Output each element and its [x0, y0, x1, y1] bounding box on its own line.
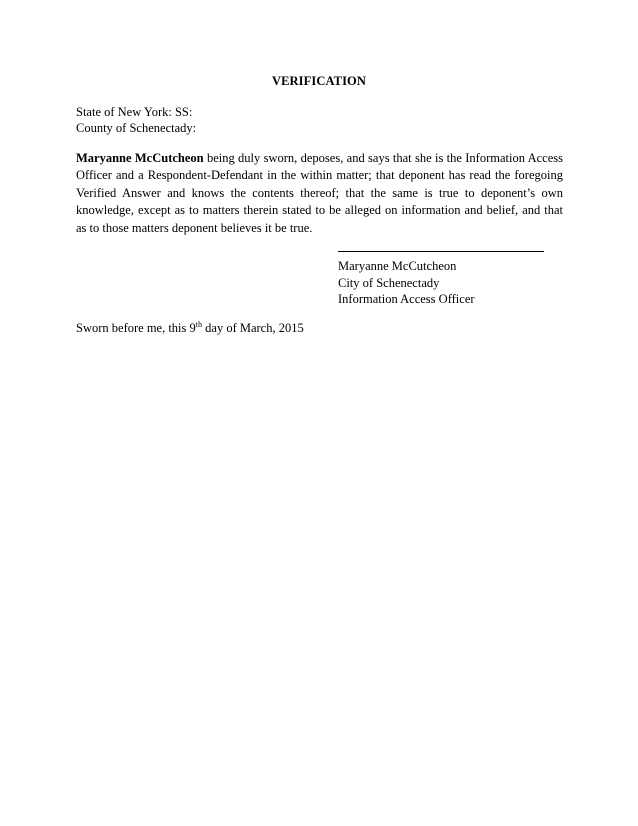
signature-line [338, 251, 544, 252]
document-title: VERIFICATION [271, 74, 367, 88]
venue-state: State of New York: SS: [76, 105, 193, 119]
jurat-prefix: Sworn before me, this 9 [76, 321, 196, 335]
venue-block [76, 104, 196, 136]
jurat-suffix: day of March, 2015 [202, 321, 304, 335]
venue-county: County of Schenectady: [76, 121, 197, 135]
jurat-ordinal-suffix: th [195, 320, 203, 329]
deponent-name: Maryanne McCutcheon [76, 151, 204, 165]
verification-text: being duly sworn, deposes, and says that she is the Information Access Officer and a Respondent-Defendant in the within matter; that deponent has read the foregoing Verified Answer and knows the contents thereof; that the same is true to deponent’s own knowledge, except as to matters therein stated to be alleged on information and belief, and that as to those matters deponent believes it be true. [76, 151, 563, 235]
jurat-line [76, 321, 304, 336]
signature-block [338, 251, 544, 308]
signer-name: Maryanne McCutcheon [338, 259, 457, 273]
verification-paragraph [76, 150, 563, 237]
signer-position: Information Access Officer [338, 292, 475, 306]
signer-organization: City of Schenectady [338, 275, 440, 290]
